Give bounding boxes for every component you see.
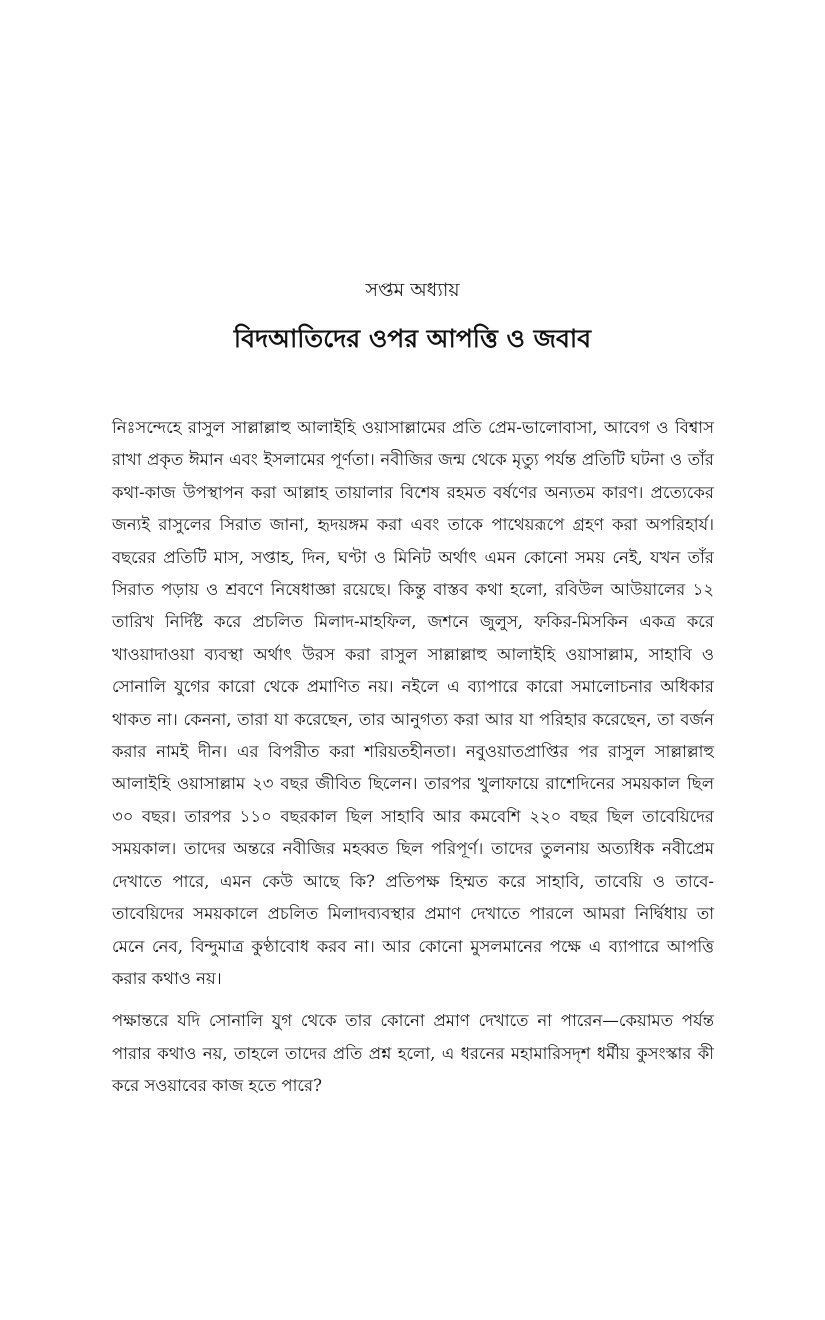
- paragraph: নিঃসন্দেহে রাসুল সাল্লাল্লাহু আলাইহি ওয়াসাল্লামের প্রতি প্রেম-ভালোবাসা, আবেগ ও বিশ্বাস রাখা প্রকৃত ঈমান এবং ইসলামের পূর্ণতা। নবীজির জন্ম থেকে মৃত্যু পর্যন্ত প্রতিটি ঘটনা ও তাঁর কথা-কাজ উপস্থাপন করা আল্লাহ তায়ালার বিশেষ রহমত বর্ষণের অন্যতম কারণ। প্রত্যেকের জন্যই রাসুলের সিরাত জানা, হৃদয়ঙ্গম করা এবং তাকে পাথেয়রূপে গ্রহণ করা অপরিহার্য। বছরের প্রতিটি মাস, সপ্তাহ, দিন, ঘণ্টা ও মিনিট অর্থাৎ এমন কোনো সময় নেই, যখন তাঁর সিরাত পড়ায় ও শ্রবণে নিষেধাজ্ঞা রয়েছে। কিন্তু বাস্তব কথা হলো, রবিউল আউয়ালের ১২ তারিখ নির্দিষ্ট করে প্রচলিত মিলাদ-মাহফিল, জশনে জুলুস, ফকির-মিসকিন একত্র করে খাওয়াদাওয়া ব্যবস্থা অর্থাৎ উরস করা রাসুল সাল্লাল্লাহু আলাইহি ওয়াসাল্লাম, সাহাবি ও সোনালি যুগের কারো থেকে প্রমাণিত নয়। নইলে এ ব্যাপারে কারো সমালোচনার অধিকার থাকত না। কেননা, তারা যা করেছেন, তার আনুগত্য করা আর যা পরিহার করেছেন, তা বর্জন করার নামই দীন। এর বিপরীত করা শরিয়তহীনতা। নবুওয়াতপ্রাপ্তির পর রাসুল সাল্লাল্লাহু আলাইহি ওয়াসাল্লাম ২৩ বছর জীবিত ছিলেন। তারপর খুলাফায়ে রাশেদিনের সময়কাল ছিল ৩০ বছর। তারপর ১১০ বছরকাল ছিল সাহাবি আর কমবেশি ২২০ বছর ছিল তাবেয়িদের সময়কাল। তাদের অন্তরে নবীজির মহব্বত ছিল পরিপূর্ণ। তাদের তুলনায় অত্যধিক নবীপ্রেম দেখাতে পারে, এমন কেউ আছে কি? প্রতিপক্ষ হিম্মত করে সাহাবি, তাবেয়ি ও তাবে-তাবেয়িদের সময়কালে প্রচলিত মিলাদব্যবস্থার প্রমাণ দেখাতে পারলে আমরা নির্দ্বিধায় তা মেনে নেব, বিন্দুমাত্র কুণ্ঠাবোধ করব না। আর কোনো মুসলমানের পক্ষে এ ব্যাপারে আপত্তি করার কথাও নয়।: [112, 418, 714, 988]
- chapter-number-label: সপ্তম অধ্যায়: [365, 279, 460, 301]
- chapter-title: বিদআতিদের ওপর আপত্তি ও জবাব: [233, 324, 592, 353]
- body-text: [112, 412, 714, 1103]
- paragraph: পক্ষান্তরে যদি সোনালি যুগ থেকে তার কোনো প্রমাণ দেখাতে না পারেন—কেয়ামত পর্যন্ত পারার কথাও নয়, তাহলে তাদের প্রতি প্রশ্ন হলো, এ ধরনের মহামারিসদৃশ ধর্মীয় কুসংস্কার কী করে সওয়াবের কাজ হতে পারে?: [112, 1011, 714, 1096]
